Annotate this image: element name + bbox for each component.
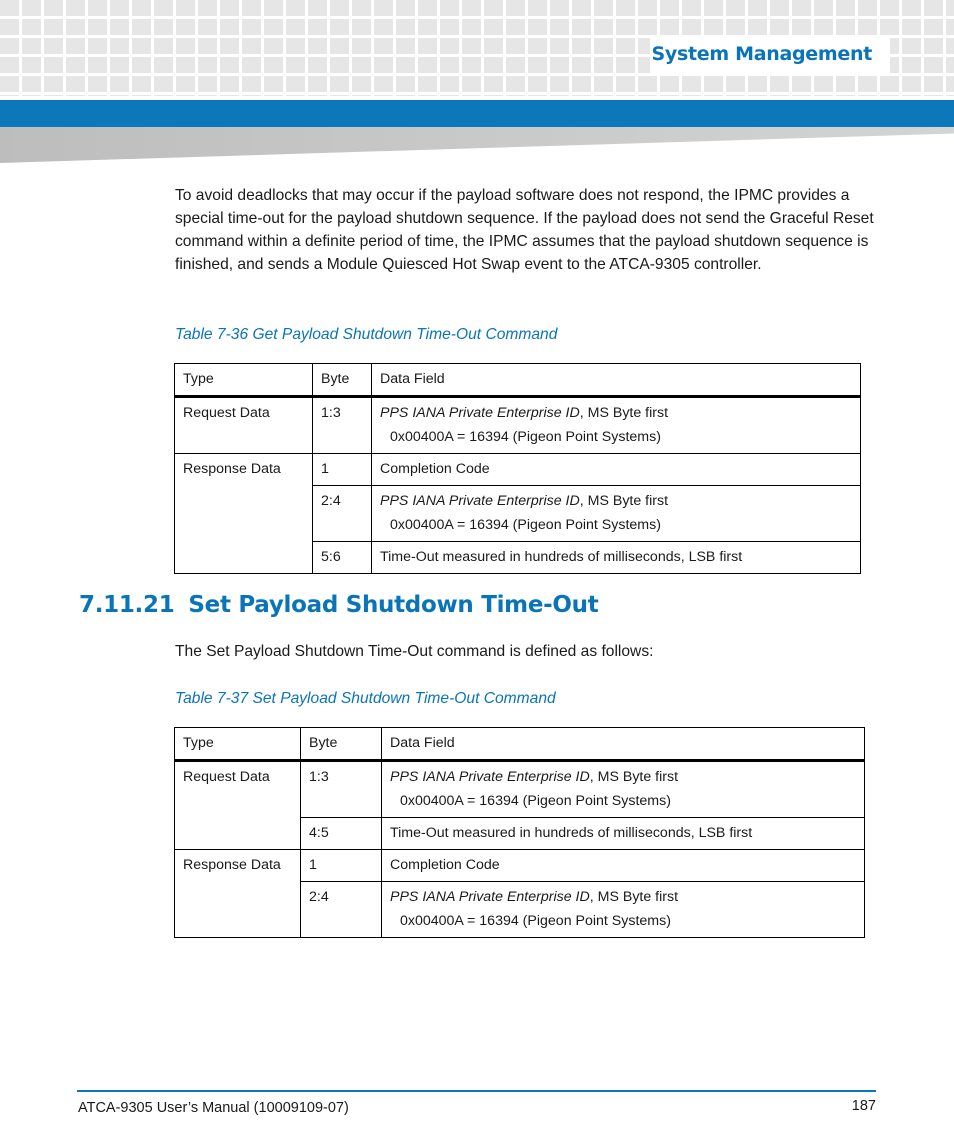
table-caption-7-37: Table 7-37 Set Payload Shutdown Time-Out Command	[175, 690, 556, 707]
field-line2: 0x00400A = 16394 (Pigeon Point Systems)	[390, 517, 661, 533]
footer-rule	[77, 1090, 876, 1092]
table-caption-7-36: Table 7-36 Get Payload Shutdown Time-Out Command	[175, 326, 558, 343]
table-header-row	[175, 364, 861, 397]
cell-type: Response Data	[175, 850, 301, 938]
header-blue-bar	[0, 100, 954, 127]
cell-data-field	[382, 882, 865, 938]
column-header-data-field: Data Field	[382, 728, 865, 761]
cell-byte: 5:6	[313, 542, 372, 574]
section-title: Set Payload Shutdown Time-Out	[188, 592, 599, 618]
footer-manual-title: ATCA-9305 User’s Manual (10009109-07)	[78, 1100, 349, 1116]
column-header-byte: Byte	[301, 728, 382, 761]
cell-byte: 4:5	[301, 818, 382, 850]
column-header-type: Type	[175, 364, 313, 397]
field-line2: 0x00400A = 16394 (Pigeon Point Systems)	[400, 793, 671, 809]
cell-data-field: Completion Code	[382, 850, 865, 882]
cell-data-field: Time-Out measured in hundreds of milliseconds, LSB first	[372, 542, 861, 574]
table-row	[175, 454, 861, 486]
cell-data-field: Time-Out measured in hundreds of milliseconds, LSB first	[382, 818, 865, 850]
running-header-title: System Management	[651, 43, 872, 65]
column-header-data-field: Data Field	[372, 364, 861, 397]
field-text: , MS Byte first	[579, 493, 669, 509]
table-row	[175, 397, 861, 454]
field-text: , MS Byte first	[589, 769, 679, 785]
page-number: 187	[851, 1098, 876, 1114]
cell-data-field	[382, 761, 865, 818]
table-get-payload-shutdown-timeout	[174, 363, 861, 574]
section-intro: The Set Payload Shutdown Time-Out command is defined as follows:	[175, 643, 654, 660]
cell-type: Request Data	[175, 761, 301, 850]
cell-byte: 1:3	[313, 397, 372, 454]
cell-byte: 1	[313, 454, 372, 486]
cell-type: Request Data	[175, 397, 313, 454]
intro-paragraph: To avoid deadlocks that may occur if the payload software does not respond, the IPMC provides a special time-out for the payload shutdown sequence. If the payload does not send the Graceful Reset command within a definite period of time, the IPMC assumes that the payload shutdown sequence is finished, and sends a Module Quiesced Hot Swap event to the ATCA-9305 controller.	[175, 187, 874, 273]
cell-byte: 1:3	[301, 761, 382, 818]
cell-byte: 2:4	[313, 486, 372, 542]
table-row	[175, 850, 865, 882]
cell-data-field	[372, 397, 861, 454]
cell-type: Response Data	[175, 454, 313, 574]
column-header-byte: Byte	[313, 364, 372, 397]
cell-byte: 2:4	[301, 882, 382, 938]
cell-byte: 1	[301, 850, 382, 882]
column-header-type: Type	[175, 728, 301, 761]
field-italic-text: PPS IANA Private Enterprise ID	[380, 493, 580, 509]
field-text: , MS Byte first	[579, 405, 669, 421]
header-gray-band	[0, 127, 954, 163]
cell-data-field: Completion Code	[372, 454, 861, 486]
table-row	[175, 761, 865, 818]
field-italic-text: PPS IANA Private Enterprise ID	[380, 405, 580, 421]
field-line2: 0x00400A = 16394 (Pigeon Point Systems)	[390, 429, 661, 445]
field-italic-text: PPS IANA Private Enterprise ID	[390, 889, 590, 905]
cell-data-field	[372, 486, 861, 542]
table-header-row	[175, 728, 865, 761]
section-number: 7.11.21	[79, 592, 175, 618]
table-set-payload-shutdown-timeout	[174, 727, 865, 938]
field-italic-text: PPS IANA Private Enterprise ID	[390, 769, 590, 785]
field-text: , MS Byte first	[589, 889, 679, 905]
field-line2: 0x00400A = 16394 (Pigeon Point Systems)	[400, 913, 671, 929]
section-heading	[79, 592, 598, 618]
